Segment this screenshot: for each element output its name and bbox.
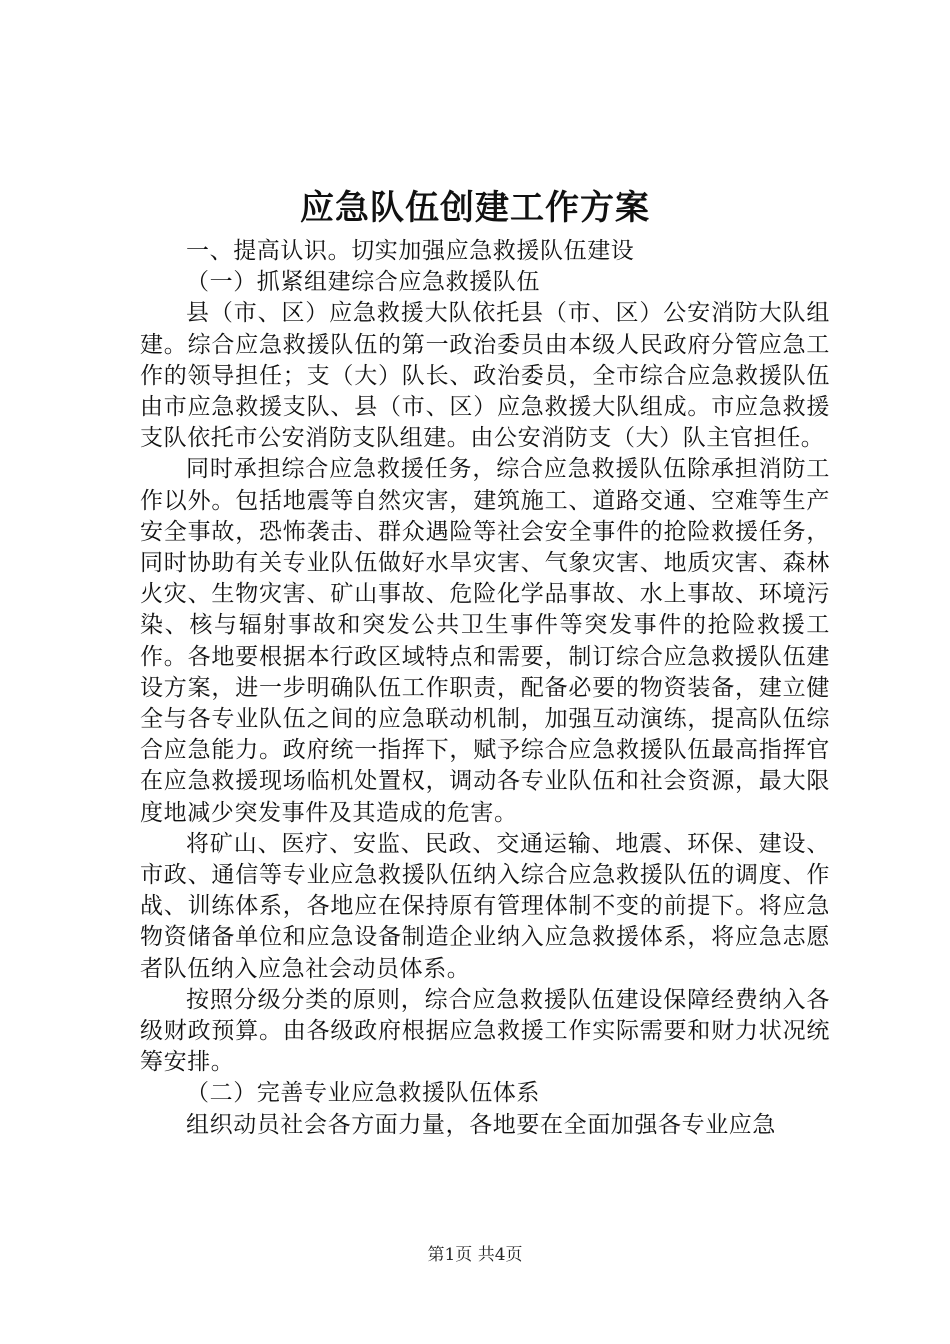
paragraph: 按照分级分类的原则，综合应急救援队伍建设保障经费纳入各级财政预算。由各级政府根据应急救援工作实际需要和财力状况统筹安排。 [140, 986, 830, 1076]
paragraph: 县（市、区）应急救援大队依托县（市、区）公安消防大队组建。综合应急救援队伍的第一政治委员由本级人民政府分管应急工作的领导担任；支（大）队长、政治委员，全市综合应急救援队伍由市应急救援支队、县（市、区）应急救援大队组成。市应急救援支队依托市公安消防支队组建。由公安消防支（大）队主官担任。 [140, 300, 830, 452]
subsection-heading-1: （一）抓紧组建综合应急救援队伍 [186, 269, 540, 296]
paragraph: 组织动员社会各方面力量，各地要在全面加强各专业应急 [186, 1111, 776, 1138]
paragraph: 同时承担综合应急救援任务，综合应急救援队伍除承担消防工作以外。包括地震等自然灾害，建筑施工、道路交通、空难等生产安全事故，恐怖袭击、群众遇险等社会安全事件的抢险救援任务，同时协助有关专业队伍做好水旱灾害、气象灾害、地质灾害、森林火灾、生物灾害、矿山事故、危险化学品事故、水上事故、环境污染、核与辐射事故和突发公共卫生事件等突发事件的抢险救援工作。各地要根据本行政区域特点和需要，制订综合应急救援队伍建设方案，进一步明确队伍工作职责，配备必要的物资装备，建立健全与各专业队伍之间的应急联动机制，加强互动演练，提高队伍综合应急能力。政府统一指挥下，赋予综合应急救援队伍最高指挥官在应急救援现场临机处置权，调动各专业队伍和社会资源，最大限度地减少突发事件及其造成的危害。 [140, 456, 830, 826]
page-number-footer: 第1页 共4页 [427, 1245, 523, 1265]
subsection-heading-2: （二）完善专业应急救援队伍体系 [186, 1080, 540, 1107]
document-body [140, 236, 830, 1141]
section-heading-1: 一、提高认识。切实加强应急救援队伍建设 [186, 238, 635, 264]
paragraph: 将矿山、医疗、安监、民政、交通运输、地震、环保、建设、市政、通信等专业应急救援队伍纳入综合应急救援队伍的调度、作战、训练体系，各地应在保持原有管理体制不变的前提下。将应急物资储备单位和应急设备制造企业纳入应急救援体系，将应急志愿者队伍纳入应急社会动员体系。 [140, 830, 830, 982]
document-title: 应急队伍创建工作方案 [300, 188, 650, 228]
